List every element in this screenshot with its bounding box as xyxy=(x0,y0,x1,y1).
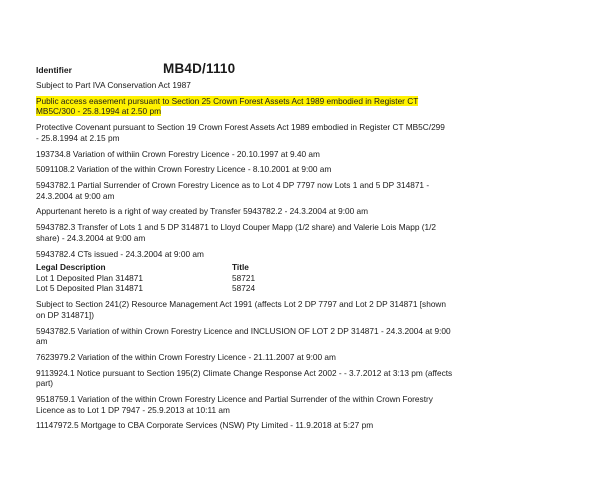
entry-variation-2001 xyxy=(36,164,536,175)
entry-partial-surrender xyxy=(36,180,536,201)
identifier-label: Identifier xyxy=(36,65,72,75)
entry-variation-2013 xyxy=(36,394,536,415)
highlighted-text xyxy=(36,96,418,117)
entry-line: on DP 314871]) xyxy=(36,309,94,320)
legal-description-cell: Lot 1 Deposited Plan 314871 xyxy=(36,272,144,283)
column-header-legal-description: Legal Description xyxy=(36,262,106,273)
entry-line: 193734.8 Variation of withiin Crown Forestry Licence - 20.10.1997 at 9.40 am xyxy=(36,148,320,159)
entry-line: 5943782.4 CTs issued - 24.3.2004 at 9:00 am xyxy=(36,248,204,259)
identifier-row xyxy=(36,61,536,80)
entry-line: 7623979.2 Variation of the within Crown Forestry Licence - 21.11.2007 at 9:00 am xyxy=(36,351,336,362)
title-cell: 58721 xyxy=(232,272,256,283)
subject-line: Subject to Part IVA Conservation Act 1987 xyxy=(36,80,191,90)
table-row xyxy=(36,283,352,294)
entry-line: Protective Covenant pursuant to Section 19 Crown Forest Assets Act 1989 embodied in Register CT MB5C/299 xyxy=(36,122,445,133)
entry-mortgage xyxy=(36,420,536,431)
entry-line: Public access easement pursuant to Section 25 Crown Forest Assets Act 1989 embodied in Register CT xyxy=(36,95,419,106)
entry-line: share) - 24.3.2004 at 9:00 am xyxy=(36,232,146,243)
entries-after-list xyxy=(36,299,536,431)
entry-transfer xyxy=(36,222,536,243)
entry-cts-issued xyxy=(36,249,536,260)
legal-description-cell: Lot 5 Deposited Plan 314871 xyxy=(36,283,144,294)
entry-line: MB5C/300 - 25.8.1994 at 2.50 pm xyxy=(36,106,161,117)
entry-line: 24.3.2004 at 9:00 am xyxy=(36,190,115,201)
entry-line: part) xyxy=(36,378,54,389)
entry-line: 9113924.1 Notice pursuant to Section 195(2) Climate Change Response Act 2002 - - 3.7.2012 at 3:13 pm (affects xyxy=(36,367,453,378)
entry-climate-change-notice xyxy=(36,368,536,389)
entries-list xyxy=(36,96,536,259)
entry-line: 5943782.5 Variation of within Crown Forestry Licence and INCLUSION OF LOT 2 DP 314871 - 24.3.2004 at 9:00 xyxy=(36,325,451,336)
entry-variation-2007 xyxy=(36,352,536,363)
entry-inclusion-lot-2 xyxy=(36,326,536,347)
entry-line: am xyxy=(36,336,48,347)
entry-line: 9518759.1 Variation of the within Crown Forestry Licence and Partial Surrender of the within Crown Forestry xyxy=(36,394,433,405)
entry-section-241 xyxy=(36,299,536,320)
entry-line: Appurtenant hereto is a right of way created by Transfer 5943782.2 - 24.3.2004 at 9:00 am xyxy=(36,206,369,217)
entry-right-of-way xyxy=(36,206,536,217)
identifier-value: MB4D/1110 xyxy=(163,61,236,76)
entry-variation-1997 xyxy=(36,149,536,160)
entry-line: 5091108.2 Variation of the within Crown Forestry Licence - 8.10.2001 at 9:00 am xyxy=(36,164,332,175)
entry-line: Subject to Section 241(2) Resource Management Act 1991 (affects Lot 2 DP 7797 and Lot 2 DP 314871 [shown xyxy=(36,299,447,310)
title-register-document xyxy=(36,61,536,436)
entry-protective-covenant xyxy=(36,122,536,143)
entry-line: 5943782.3 Transfer of Lots 1 and 5 DP 314871 to Lloyd Couper Mapp (1/2 share) and Valerie Lois Mapp (1/2 xyxy=(36,222,437,233)
title-cell: 58724 xyxy=(232,283,256,294)
entry-line: - 25.8.1994 at 2.15 pm xyxy=(36,132,120,143)
entry-line: 11147972.5 Mortgage to CBA Corporate Services (NSW) Pty Limited - 11.9.2018 at 5:27 pm xyxy=(36,420,374,431)
entry-line: Licence as to Lot 1 DP 7947 - 25.9.2013 at 10:11 am xyxy=(36,404,230,415)
table-header-row xyxy=(36,262,352,273)
table-row xyxy=(36,273,352,284)
entry-line: 5943782.1 Partial Surrender of Crown Forestry Licence as to Lot 4 DP 7797 now Lots 1 and 5 DP 314871 - xyxy=(36,180,430,191)
column-header-title: Title xyxy=(232,262,249,273)
legal-description-table xyxy=(36,262,352,294)
entry-public-access-easement xyxy=(36,96,536,117)
